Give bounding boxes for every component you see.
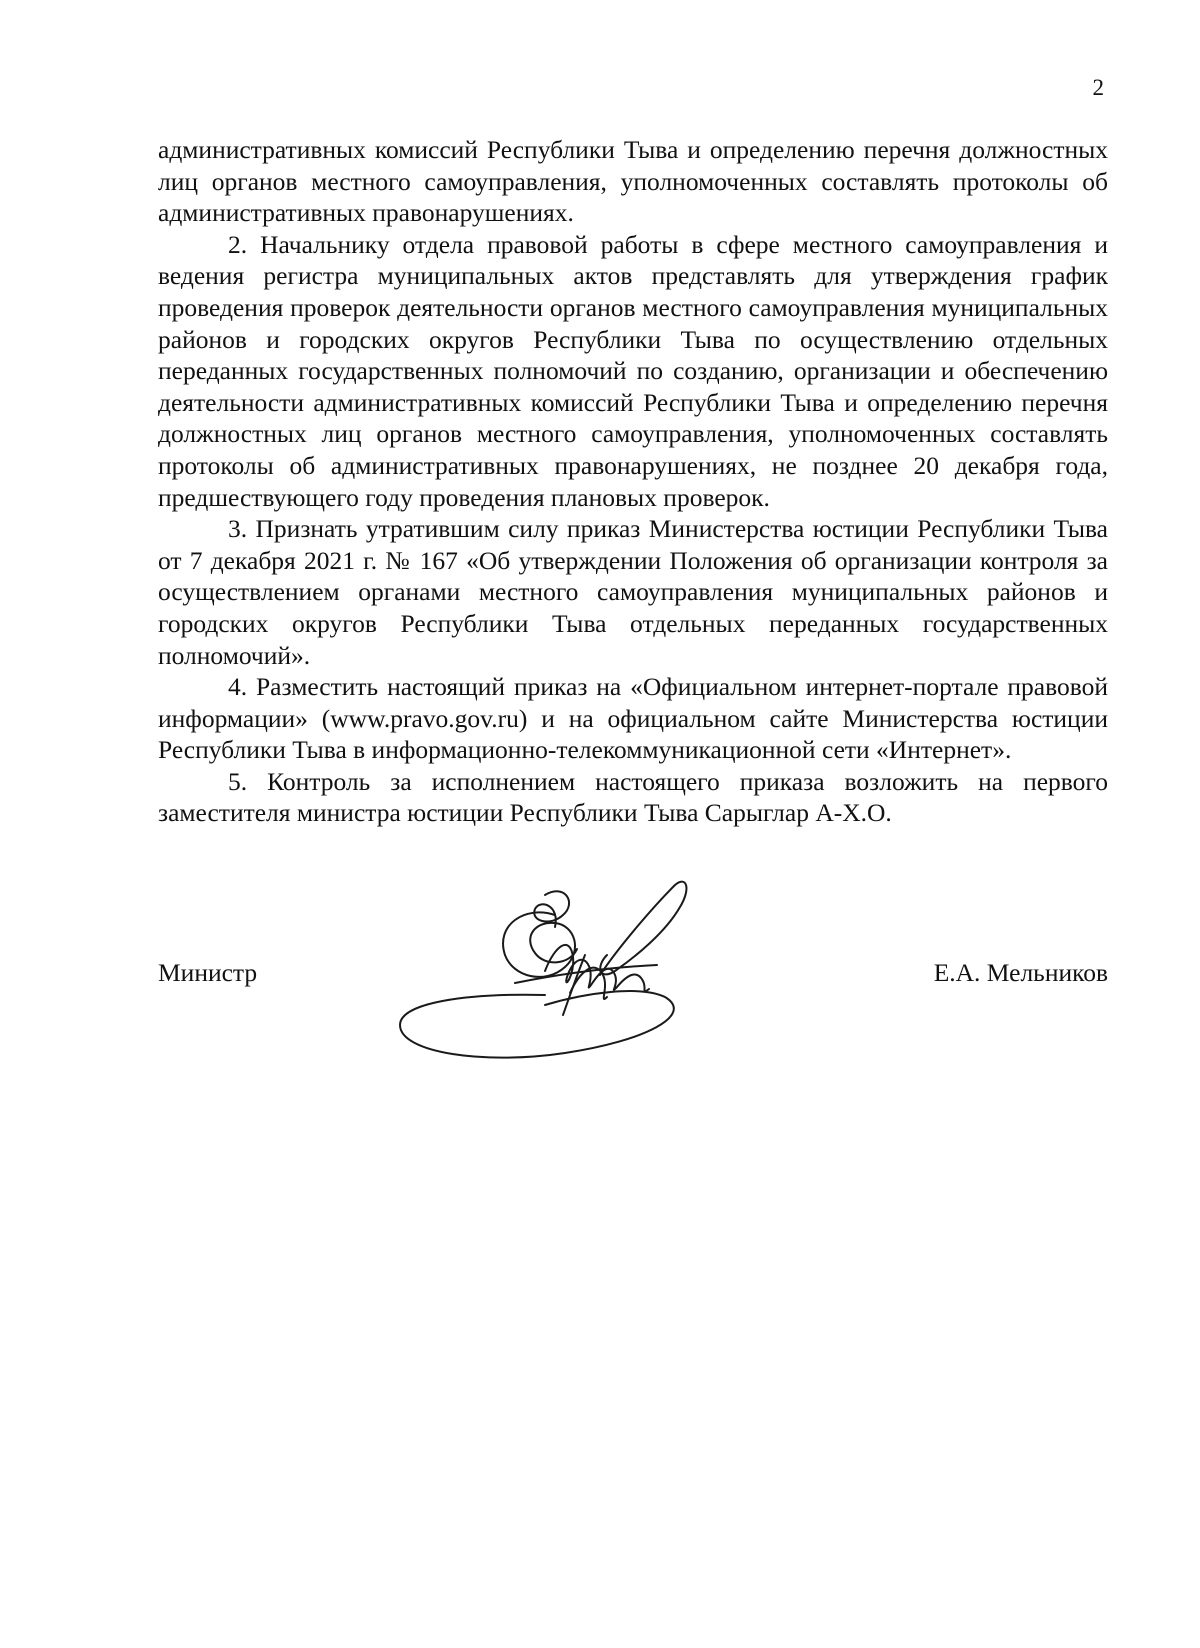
- signatory-title: Министр: [158, 958, 258, 987]
- paragraph-item-2: 2. Начальнику отдела правовой работы в сфере местного самоуправления и ведения регистра муниципальных актов представлять для утверждения график проведения проверок деятельности органов местного самоуправления муниципальных районов и городских округов Республики Тыва по осуществлению отдельных переданных государственных полномочий по созданию, организации и обеспечению деятельности административных комиссий Республики Тыва и определению перечня должностных лиц органов местного самоуправления, уполномоченных составлять протоколы об административных правонарушениях, не позднее 20 декабря года, предшествующего году проведения плановых проверок.: [158, 229, 1108, 512]
- signature-oval-stroke: [400, 991, 674, 1058]
- page-number: 2: [1092, 75, 1104, 100]
- paragraph-item-4: 4. Разместить настоящий приказ на «Официальном интернет-портале правовой информации» (www.pravo.gov.ru) и на официальном сайте Министерства юстиции Республики Тыва в информационно-телекоммуникационной сети «Интернет».: [158, 672, 1108, 765]
- paragraph-continuation: административных комиссий Республики Тыва и определению перечня должностных лиц органов местного самоуправления, уполномоченных составлять протоколы об административных правонарушениях.: [158, 135, 1108, 228]
- signatory-name: Е.А. Мельников: [933, 958, 1108, 987]
- paragraph-item-3: 3. Признать утратившим силу приказ Министерства юстиции Республики Тыва от 7 декабря 2021 г. № 167 «Об утверждении Положения об организации контроля за осуществлением органами местного самоуправления муниципальных районов и городских округов Республики Тыва отдельных переданных государственных полномочий».: [158, 514, 1108, 670]
- paragraph-item-5: 5. Контроль за исполнением настоящего приказа возложить на первого заместителя министра юстиции Республики Тыва Сарыглар А-Х.О.: [158, 766, 1108, 828]
- signature-loop-inner: [534, 891, 569, 927]
- signature-loop-right: [600, 882, 686, 975]
- document-body: [158, 134, 1108, 829]
- handwritten-signature-icon: [395, 875, 715, 1095]
